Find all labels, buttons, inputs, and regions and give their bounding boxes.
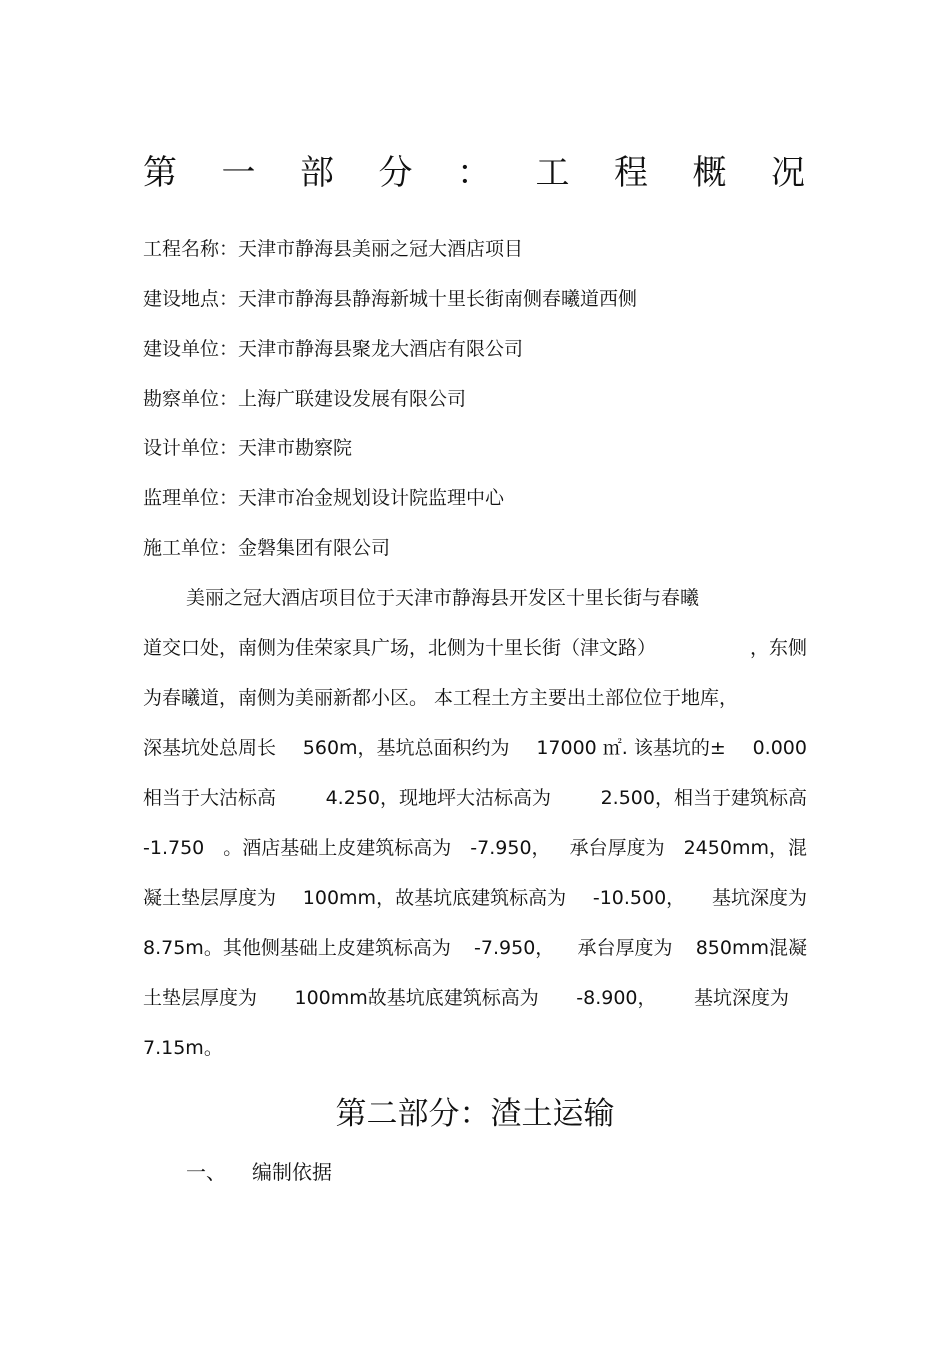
info-value: 天津市静海县静海新城十里长街南侧春曦道西侧 — [238, 288, 638, 310]
text-fragment: -7.950， — [474, 937, 555, 959]
info-design — [143, 435, 352, 461]
info-owner — [143, 336, 523, 362]
section-number: 一、 — [186, 1160, 226, 1184]
text-fragment: -7.950， — [470, 837, 551, 859]
description-line — [143, 735, 807, 761]
info-value: 天津市冶金规划设计院监理中心 — [238, 487, 505, 509]
part1-title-char: 部 — [300, 153, 334, 193]
description-line — [143, 985, 789, 1011]
part1-title-char: 况 — [771, 153, 805, 193]
info-label: 建设地点： — [143, 288, 239, 310]
info-label: 监理单位： — [143, 487, 239, 509]
text-fragment: 8.75m。其他侧基础上皮建筑标高为 — [143, 937, 451, 959]
text-fragment: 100mm，故基坑底建筑标高为 — [302, 887, 567, 909]
part1-title-char: 概 — [692, 153, 727, 193]
description-line: 美丽之冠大酒店项目位于天津市静海县开发区十里长街与春曦 — [186, 587, 700, 609]
text-fragment: -8.900， — [576, 987, 657, 1009]
text-fragment: 土垫层厚度为 — [143, 987, 258, 1009]
part1-title-char: ： — [457, 153, 491, 193]
info-location — [143, 286, 637, 312]
text-fragment: 承台厚度为 — [577, 937, 673, 959]
part1-title-char: 分 — [378, 153, 413, 193]
text-fragment: 4.250，现地坪大沽标高为 — [325, 787, 551, 809]
info-construction — [143, 535, 390, 561]
info-value: 天津市静海县聚龙大酒店有限公司 — [238, 338, 524, 360]
text-fragment: 承台厚度为 — [569, 837, 665, 859]
text-fragment: 2.500，相当于建筑标高 — [600, 787, 807, 809]
section-title: 编制依据 — [252, 1160, 332, 1184]
text-fragment: 基坑深度为 — [711, 887, 807, 909]
text-fragment: 基坑深度为 — [693, 987, 789, 1009]
description-line — [143, 785, 807, 811]
part1-title-char: 工 — [535, 153, 570, 193]
info-value: 金磐集团有限公司 — [238, 537, 391, 559]
text-fragment: 850mm混凝 — [695, 937, 807, 959]
text-fragment: -10.500， — [592, 887, 686, 909]
part1-title — [143, 150, 805, 196]
text-fragment: 17000 ㎡. 该基坑的± — [536, 737, 726, 759]
text-fragment: 0.000 — [752, 737, 807, 759]
text-fragment: 100mm故基坑底建筑标高为 — [294, 987, 539, 1009]
part1-title-char: 第 — [143, 153, 177, 193]
text-fragment: 2450mm，混 — [683, 837, 807, 859]
text-fragment: 。酒店基础上皮建筑标高为 — [223, 837, 452, 859]
text-fragment: 深基坑处总周长 — [143, 737, 277, 759]
section-heading — [186, 1158, 332, 1186]
info-label: 建设单位： — [143, 338, 239, 360]
part2-title: 第二部分：渣土运输 — [335, 1096, 615, 1132]
info-label: 工程名称： — [143, 238, 239, 260]
description-line — [143, 885, 807, 911]
info-label: 勘察单位： — [143, 388, 239, 410]
info-supervision — [143, 485, 504, 511]
info-survey — [143, 386, 466, 412]
text-fragment: 凝土垫层厚度为 — [143, 887, 277, 909]
info-project-name — [143, 236, 523, 262]
description-line — [143, 935, 807, 961]
part1-title-char: 程 — [614, 153, 648, 193]
info-label: 施工单位： — [143, 537, 239, 559]
text-fragment: 相当于大沽标高 — [143, 787, 277, 809]
info-value: 天津市静海县美丽之冠大酒店项目 — [238, 238, 524, 260]
text-fragment: ，东侧 — [749, 637, 807, 659]
part1-title-char: 一 — [221, 153, 256, 193]
description-line: 7.15m。 — [143, 1037, 223, 1059]
description-line — [143, 635, 807, 661]
text-fragment: -1.750 — [143, 837, 205, 859]
info-value: 天津市勘察院 — [238, 437, 353, 459]
description-line — [143, 835, 807, 861]
text-fragment: 560m，基坑总面积约为 — [302, 737, 510, 759]
info-value: 上海广联建设发展有限公司 — [238, 388, 467, 410]
text-fragment: 道交口处，南侧为佳荣家具广场，北侧为十里长街（津文路） — [143, 637, 657, 659]
info-label: 设计单位： — [143, 437, 239, 459]
description-line: 为春曦道，南侧为美丽新都小区。 本工程土方主要出土部位位于地库， — [143, 687, 739, 709]
